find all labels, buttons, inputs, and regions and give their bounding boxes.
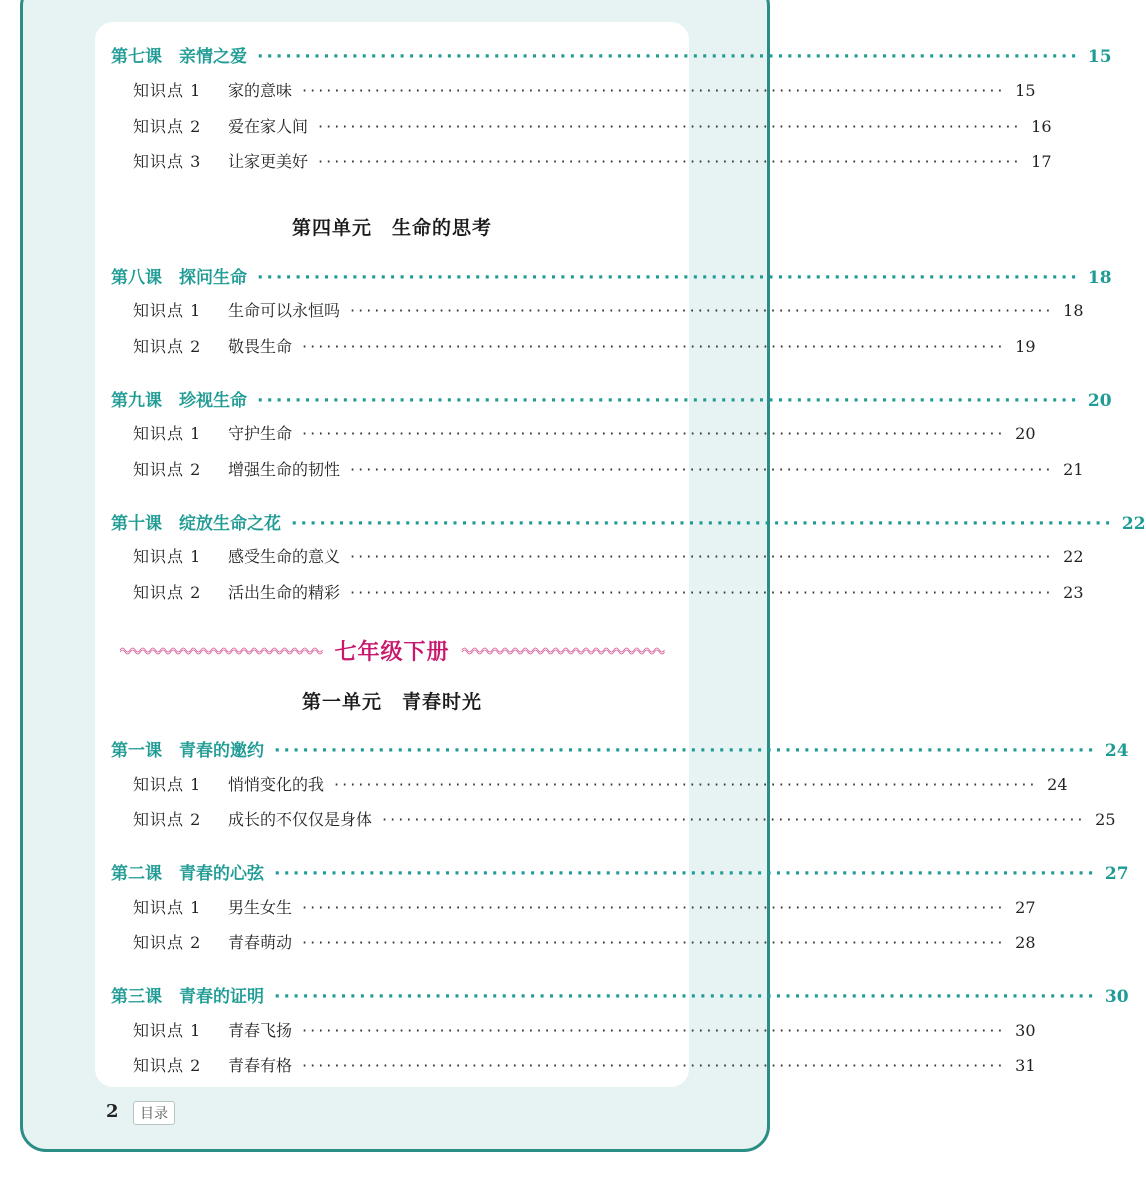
- toc-kp-9-2[interactable]: [133, 457, 1084, 480]
- unit-heading: 第一单元 青春时光: [301, 691, 482, 713]
- kp-title: 爱在家人间: [228, 117, 309, 136]
- toc-kp-b2-2[interactable]: [133, 930, 1036, 953]
- kp-title: 青春有格: [228, 1056, 293, 1075]
- kp-code: 知识点 2: [133, 337, 202, 356]
- kp-title: 守护生命: [228, 424, 293, 443]
- page-number: 20: [1087, 391, 1112, 411]
- dot-leader: ·······················································································: [274, 987, 1097, 1007]
- kp-code: 知识点 2: [133, 583, 202, 602]
- dot-leader: ·······················································································: [291, 514, 1114, 534]
- wave-ornament-right: [462, 646, 665, 654]
- toc-kp-b3-2[interactable]: [133, 1053, 1036, 1076]
- lesson-title: 第一课 青春的邀约: [111, 741, 264, 761]
- toc-kp-7-3[interactable]: [133, 149, 1052, 172]
- toc-lesson-9[interactable]: [111, 386, 1112, 411]
- kp-title: 敬畏生命: [228, 337, 293, 356]
- dot-leader: ·······················································································: [302, 1021, 1006, 1040]
- kp-title: 青春萌动: [228, 933, 293, 952]
- kp-title: 男生女生: [228, 898, 293, 917]
- dot-leader: ·······················································································: [350, 583, 1054, 602]
- dot-leader: ·······················································································: [350, 547, 1054, 566]
- kp-code: 知识点 2: [133, 1056, 202, 1075]
- dot-leader: ·······················································································: [302, 424, 1006, 443]
- dot-leader: ·······················································································: [350, 301, 1054, 320]
- kp-code: 知识点 1: [133, 775, 202, 794]
- kp-title: 成长的不仅仅是身体: [228, 810, 373, 829]
- page-number: 16: [1031, 117, 1052, 136]
- kp-code: 知识点 2: [133, 810, 202, 829]
- kp-title: 生命可以永恒吗: [228, 301, 341, 320]
- toc-kp-10-1[interactable]: [133, 544, 1084, 567]
- page-number: 22: [1121, 514, 1146, 534]
- toc-kp-8-1[interactable]: [133, 298, 1084, 321]
- dot-leader: ·······················································································: [274, 864, 1097, 884]
- footer-tag: 目录: [133, 1101, 175, 1125]
- lesson-title: 第七课 亲情之爱: [111, 47, 247, 67]
- toc-kp-b3-1[interactable]: [133, 1018, 1036, 1041]
- kp-code: 知识点 1: [133, 898, 202, 917]
- page-number: 18: [1087, 268, 1112, 288]
- toc-lesson-b2[interactable]: [111, 859, 1129, 884]
- kp-code: 知识点 3: [133, 152, 202, 171]
- toc-kp-b1-2[interactable]: [133, 807, 1116, 830]
- kp-code: 知识点 1: [133, 547, 202, 566]
- kp-code: 知识点 1: [133, 424, 202, 443]
- kp-code: 知识点 1: [133, 1021, 202, 1040]
- dot-leader: ·······················································································: [302, 81, 1006, 100]
- page-number: 20: [1015, 424, 1036, 443]
- page-number: 27: [1015, 898, 1036, 917]
- dot-leader: ·······················································································: [302, 1056, 1006, 1075]
- toc-kp-b2-1[interactable]: [133, 895, 1036, 918]
- dot-leader: ·······················································································: [382, 810, 1086, 829]
- lesson-title: 第八课 探问生命: [111, 268, 247, 288]
- kp-code: 知识点 1: [133, 301, 202, 320]
- toc-kp-8-2[interactable]: [133, 334, 1036, 357]
- dot-leader: ·······················································································: [302, 337, 1006, 356]
- kp-title: 青春飞扬: [228, 1021, 293, 1040]
- page-number: 15: [1087, 47, 1112, 67]
- toc-lesson-b3[interactable]: [111, 982, 1129, 1007]
- toc-kp-7-1[interactable]: [133, 78, 1036, 101]
- footer-page-number: 2: [106, 1101, 119, 1122]
- page-number: 24: [1104, 741, 1129, 761]
- kp-title: 增强生命的韧性: [228, 460, 341, 479]
- dot-leader: ·······················································································: [257, 391, 1080, 411]
- kp-title: 活出生命的精彩: [228, 583, 341, 602]
- toc-kp-7-2[interactable]: [133, 114, 1052, 137]
- page-number: 30: [1015, 1021, 1036, 1040]
- toc-kp-b1-1[interactable]: [133, 772, 1068, 795]
- dot-leader: ·······················································································: [274, 741, 1097, 761]
- dot-leader: ·······················································································: [334, 775, 1038, 794]
- dot-leader: ·······················································································: [257, 268, 1080, 288]
- page-number: 31: [1015, 1056, 1036, 1075]
- dot-leader: ·······················································································: [302, 898, 1006, 917]
- kp-code: 知识点 1: [133, 81, 202, 100]
- lesson-title: 第三课 青春的证明: [111, 987, 264, 1007]
- toc-lesson-10[interactable]: [111, 509, 1146, 534]
- dot-leader: ·······················································································: [318, 152, 1022, 171]
- section-divider: [120, 634, 664, 666]
- lesson-title: 第十课 绽放生命之花: [111, 514, 281, 534]
- toc-lesson-b1[interactable]: [111, 736, 1129, 761]
- page-number: 18: [1063, 301, 1084, 320]
- page-number: 30: [1104, 987, 1129, 1007]
- lesson-title: 第二课 青春的心弦: [111, 864, 264, 884]
- unit-heading: 第四单元 生命的思考: [291, 217, 492, 239]
- section-title: 七年级下册: [334, 639, 450, 665]
- kp-title: 悄悄变化的我: [228, 775, 325, 794]
- lesson-title: 第九课 珍视生命: [111, 391, 247, 411]
- page-number: 27: [1104, 864, 1129, 884]
- page-number: 24: [1047, 775, 1068, 794]
- kp-code: 知识点 2: [133, 460, 202, 479]
- page-number: 21: [1063, 460, 1084, 479]
- toc-lesson-7[interactable]: [111, 42, 1112, 67]
- dot-leader: ·······················································································: [350, 460, 1054, 479]
- kp-title: 让家更美好: [228, 152, 309, 171]
- page-number: 23: [1063, 583, 1084, 602]
- dot-leader: ·······················································································: [302, 933, 1006, 952]
- page-number: 22: [1063, 547, 1084, 566]
- toc-lesson-8[interactable]: [111, 263, 1112, 288]
- toc-kp-9-1[interactable]: [133, 421, 1036, 444]
- page-number: 25: [1095, 810, 1116, 829]
- kp-title: 感受生命的意义: [228, 547, 341, 566]
- wave-ornament-left: [120, 646, 323, 654]
- page-number: 17: [1031, 152, 1052, 171]
- kp-title: 家的意味: [228, 81, 293, 100]
- page-number: 15: [1015, 81, 1036, 100]
- page-number: 28: [1015, 933, 1036, 952]
- kp-code: 知识点 2: [133, 117, 202, 136]
- page-number: 19: [1015, 337, 1036, 356]
- kp-code: 知识点 2: [133, 933, 202, 952]
- dot-leader: ·······················································································: [257, 47, 1080, 67]
- toc-kp-10-2[interactable]: [133, 580, 1084, 603]
- dot-leader: ·······················································································: [318, 117, 1022, 136]
